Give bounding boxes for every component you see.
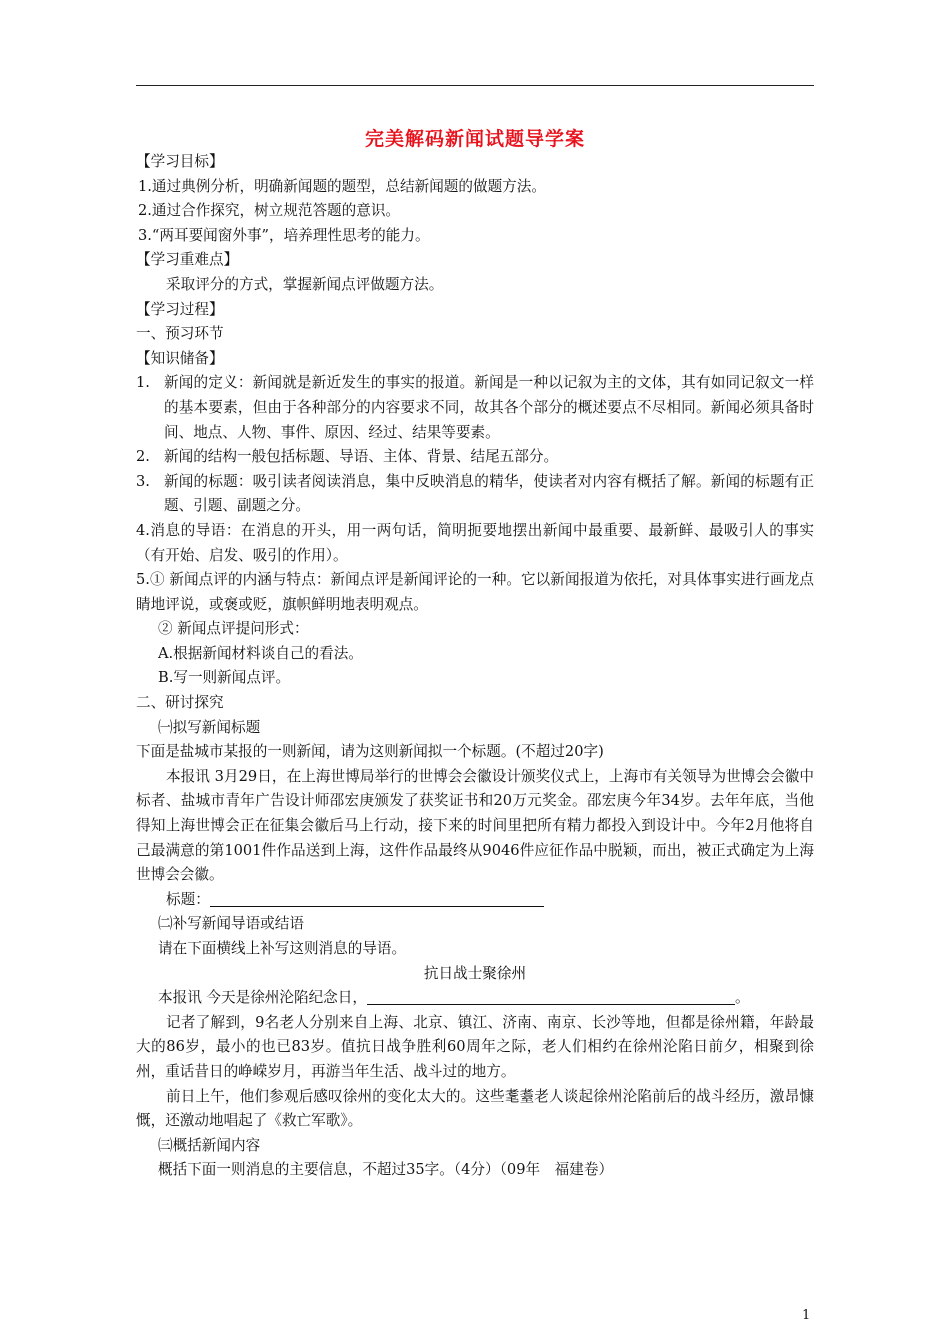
subsection-title: 二、研讨探究 [136, 694, 224, 712]
news-text: 前日上午，他们参观后感叹徐州的变化太大的。这些耄耋老人谈起徐州沦陷前后的战斗经历，激昂慷慨，还激动地唱起了《救亡军歌》。 [136, 1087, 814, 1130]
knowledge-subitem: ② 新闻点评提问形式： [158, 620, 309, 638]
section-header: 【知识储备】 [136, 349, 224, 367]
page-number: 1 [802, 1308, 811, 1323]
key-point: 采取评分的方式，掌握新闻点评做题方法。 [166, 275, 444, 293]
item-number: 1. [136, 374, 150, 392]
knowledge-subitem: A.根据新闻材料谈自己的看法。 [158, 644, 363, 662]
subsection-title: 一、预习环节 [136, 325, 224, 343]
section-header: 【学习过程】 [136, 300, 224, 318]
title-answer-blank[interactable] [210, 890, 544, 907]
knowledge-item [136, 371, 814, 445]
question-header: ㈡补写新闻导语或结语 [158, 915, 304, 933]
item-number: 2. [136, 448, 150, 466]
goal-item: 1.通过典例分析，明确新闻题的题型，总结新闻题的做题方法。 [138, 177, 546, 195]
news-text: 记者了解到，9名老人分别来自上海、北京、镇江、济南、南京、长沙等地，但都是徐州籍，年龄最大的86岁，最小的也已83岁。值抗日战争胜利60周年之际，老人们相约在徐州沦陷日前夕，相聚到徐州，重话昔日的峥嵘岁月，再游当年生活、战斗过的地方。 [136, 1013, 814, 1080]
goal-item: 3.“两耳要闻窗外事”，培养理性思考的能力。 [138, 226, 430, 244]
news-lead-line [136, 986, 814, 1011]
document-body [136, 150, 814, 1183]
knowledge-item: 5.① 新闻点评的内涵与特点：新闻点评是新闻评论的一种。它以新闻报道为依托，对具体事实进行画龙点睛地评说，或褒或贬，旗帜鲜明地表明观点。 [136, 571, 814, 613]
lead-end: 。 [734, 989, 750, 1007]
question-prompt: 请在下面横线上补写这则消息的导语。 [158, 940, 407, 957]
answer-line [136, 888, 814, 913]
lead-text: 本报讯 今天是徐州沦陷纪念日， [158, 989, 367, 1007]
page-title: 完美解码新闻试题导学案 [364, 128, 585, 150]
question-header: ㈢概括新闻内容 [158, 1136, 261, 1154]
answer-label: 标题： [166, 890, 210, 908]
section-header: 【学习目标】 [136, 153, 224, 170]
knowledge-subitem: B.写一则新闻点评。 [158, 669, 291, 687]
question-prompt: 概括下面一则消息的主要信息，不超过35字。（4分）（09年 福建卷） [158, 1161, 614, 1179]
knowledge-item [136, 470, 814, 519]
item-text: 新闻的结构一般包括标题、导语、主体、背景、结尾五部分。 [164, 448, 559, 466]
question-prompt: 下面是盐城市某报的一则新闻，请为这则新闻拟一个标题。(不超过20字) [136, 743, 604, 761]
lead-answer-blank[interactable] [367, 988, 735, 1005]
item-text: 新闻的定义：新闻就是新近发生的事实的报道。新闻是一种以记叙为主的文体，其有如同记叙文一样的基本要素，但由于各种部分的内容要求不同，故其各个部分的概述要点不尽相同。新闻必须具备时间、地点、人物、事件、原因、经过、结果等要素。 [164, 374, 814, 441]
section-header: 【学习重难点】 [136, 251, 239, 269]
news-title: 抗日战士聚徐州 [423, 964, 527, 982]
knowledge-item [136, 445, 814, 470]
question-header: ㈠拟写新闻标题 [158, 718, 261, 736]
item-number: 3. [136, 472, 150, 490]
header-rule [136, 85, 814, 86]
news-text: 本报讯 3月29日，在上海世博局举行的世博会会徽设计颁奖仪式上，上海市有关领导为世博会会徽中标者、盐城市青年广告设计师邵宏庚颁发了获奖证书和20万元奖金。邵宏庚今年34岁。去年年底，当他得知上海世博会正在征集会徽后马上行动，接下来的时间里把所有精力都投入到设计中。今年2月他将自己最满意的第1001件作品送到上海，这件作品最终从9046件应征作品中脱颖，而出，被正式确定为上海世博会会徽。 [136, 767, 814, 884]
goal-item: 2.通过合作探究，树立规范答题的意识。 [138, 202, 401, 220]
item-text: 新闻的标题：吸引读者阅读消息，集中反映消息的精华，使读者对内容有概括了解。新闻的标题有正题、引题、副题之分。 [164, 472, 814, 515]
knowledge-item: 4.消息的导语：在消息的开头，用一两句话，简明扼要地摆出新闻中最重要、最新鲜、最吸引人的事实（有开始、启发、吸引的作用）。 [136, 521, 814, 564]
